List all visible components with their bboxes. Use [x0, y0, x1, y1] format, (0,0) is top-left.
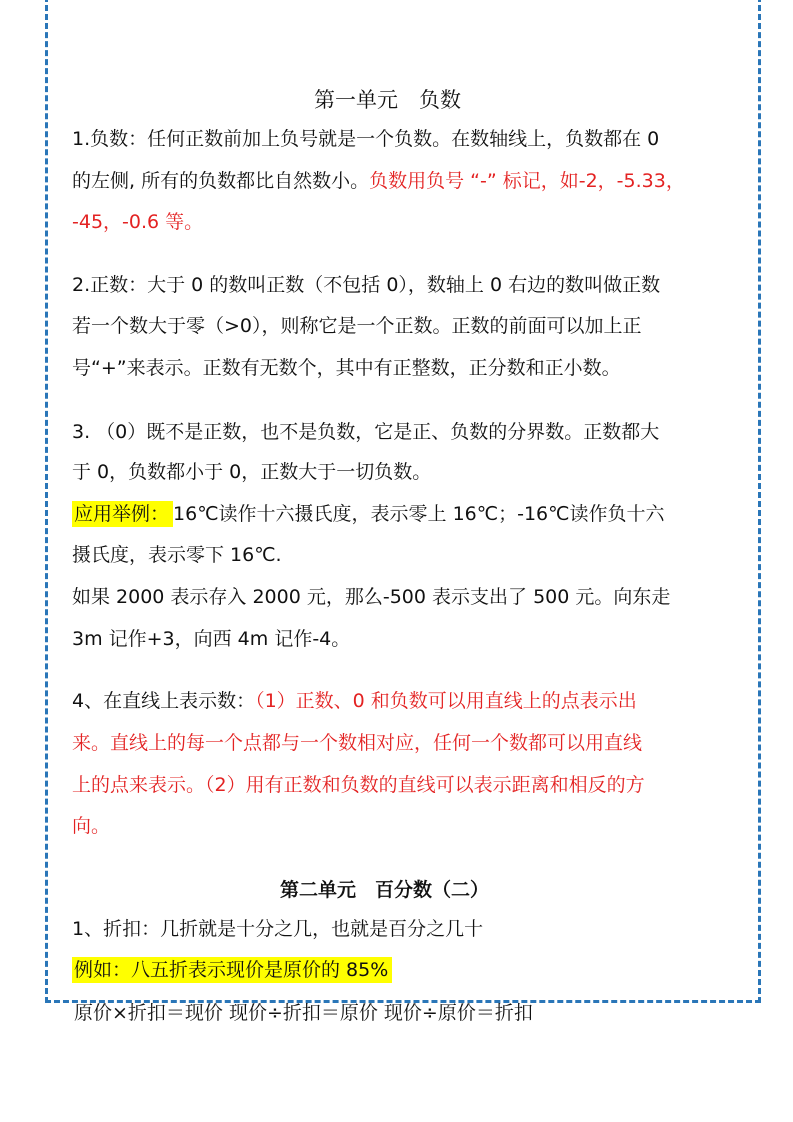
- u2-example: 例如：八五折表示现价是原价的 85%: [72, 957, 392, 983]
- p1-line2: [72, 168, 685, 195]
- unit2-title: 第二单元 百分数（二）: [280, 879, 490, 901]
- p4-line4: 向。: [72, 815, 111, 837]
- p1-line3: -45，-0.6 等。: [72, 211, 204, 233]
- p4-line1: [72, 688, 637, 715]
- p4-line3: 上的点来表示。（2）用有正数和负数的直线可以表示距离和相反的方: [72, 774, 645, 796]
- p1-line1: 1.负数：任何正数前加上负号就是一个负数。在数轴线上，负数都在 0: [72, 128, 660, 150]
- u2-line1: 1、折扣：几折就是十分之几，也就是百分之几十: [72, 918, 484, 940]
- example-label: 应用举例：: [72, 501, 173, 527]
- p4-line2: 来。直线上的每一个点都与一个数相对应，任何一个数都可以用直线: [72, 732, 643, 754]
- p3-line1: 3. （0）既不是正数，也不是负数，它是正、负数的分界数。正数都大: [72, 421, 660, 443]
- p2-line3: 号“+”来表示。正数有无数个，其中有正整数，正分数和正小数。: [72, 357, 621, 379]
- example-text: 16℃读作十六摄氏度，表示零上 16℃；-16℃读作负十六: [173, 503, 665, 525]
- p3-line2: 于 0，负数都小于 0，正数大于一切负数。: [72, 461, 432, 483]
- p3-line6: 3m 记作+3，向西 4m 记作-4。: [72, 628, 351, 650]
- p1-line2-normal: 的左侧, 所有的负数都比自然数小。: [72, 170, 370, 192]
- p4-line1-red: （1）正数、0 和负数可以用直线上的点表示出: [255, 690, 637, 712]
- p3-line3: [72, 501, 664, 528]
- u2-example-line: [72, 957, 392, 984]
- unit1-title: 第一单元 负数: [314, 88, 461, 112]
- p3-line5: 如果 2000 表示存入 2000 元，那么-500 表示支出了 500 元。向东走: [72, 586, 671, 608]
- p1-line2-red: 负数用负号 “-” 标记，如-2，-5.33，: [369, 170, 685, 192]
- u2-formula-line: 原价×折扣＝现价 现价÷折扣＝原价 现价÷原价＝折扣: [74, 1002, 533, 1024]
- p2-line1: 2.正数：大于 0 的数叫正数（不包括 0），数轴上 0 右边的数叫做正数: [72, 274, 661, 296]
- p4-line1-normal: 4、在直线上表示数：: [72, 690, 256, 712]
- p2-line2: 若一个数大于零（>0），则称它是一个正数。正数的前面可以加上正: [72, 315, 642, 337]
- p3-line4: 摄氏度，表示零下 16℃.: [72, 544, 282, 566]
